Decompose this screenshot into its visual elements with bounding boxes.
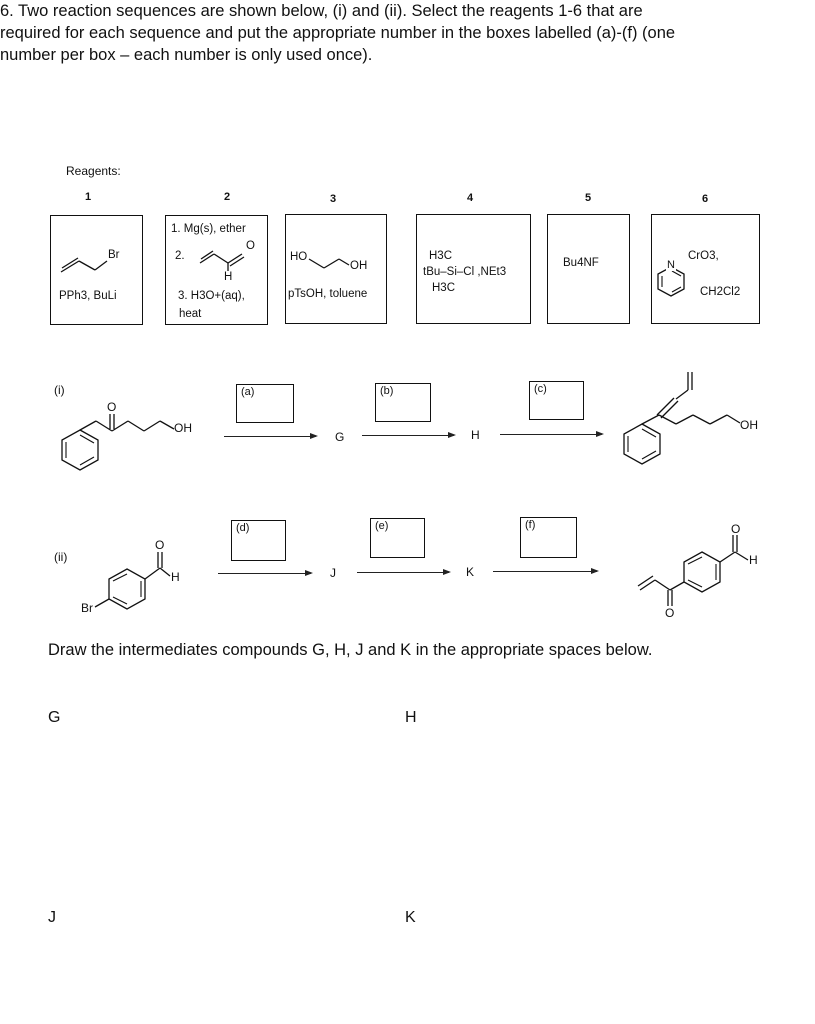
sequence-ii-label: (ii) (54, 550, 68, 564)
methyl-bottom: H3C (432, 282, 456, 294)
reagent-5-label: Bu4NF (563, 257, 599, 269)
reagent-number-4: 4 (467, 192, 474, 204)
question-line-1: 6. Two reaction sequences are shown below, (i) and (ii). Select the reagents 1-6 that are (0, 2, 643, 20)
seq-ii-bromine: Br (81, 601, 93, 615)
answer-box-c-label: (c) (534, 383, 547, 395)
draw-area-h-label: H (405, 709, 417, 726)
reagent-1-conditions: PPh3, BuLi (59, 290, 117, 302)
draw-area-g-label: G (48, 709, 61, 726)
reagent-number-6: 6 (702, 193, 709, 205)
reagent-number-1: 1 (85, 191, 92, 203)
reagent-2-step-3b: heat (179, 308, 202, 320)
methyl-top: H3C (429, 250, 453, 262)
pyridine-nitrogen: N (667, 259, 675, 271)
reagent-3-conditions: pTsOH, toluene (288, 288, 368, 300)
draw-area-j-label: J (48, 909, 56, 926)
intermediate-g-label: G (335, 430, 345, 444)
seq-ii-carbonyl-oxygen: O (155, 538, 165, 552)
intermediate-k-label: K (466, 565, 475, 579)
answer-box-b-label: (b) (380, 385, 394, 397)
hydroxyl-left: HO (290, 251, 308, 263)
reagent-2-step-3: 3. H3O+(aq), (178, 290, 245, 302)
seq-ii-product-aldehyde-hydrogen: H (749, 553, 758, 567)
reagent-2-step-1: 1. Mg(s), ether (171, 223, 246, 235)
seq-ii-product-ketone-oxygen: O (665, 606, 675, 620)
reagent-6-line-2: CH2Cl2 (700, 286, 741, 298)
seq-i-product-hydroxyl: OH (740, 418, 758, 432)
reagents-heading: Reagents: (66, 164, 121, 178)
draw-instruction: Draw the intermediates compounds G, H, J and K in the appropriate spaces below. (48, 641, 653, 659)
carbonyl-oxygen: O (246, 240, 255, 252)
reagent-2-step-2: 2. (175, 250, 185, 262)
reagent-6-line-1: CrO3, (688, 250, 719, 262)
reagent-number-3: 3 (330, 193, 337, 205)
seq-ii-product-aldehyde-oxygen: O (731, 522, 741, 536)
draw-area-k-label: K (405, 909, 416, 926)
reagent-number-2: 2 (224, 191, 231, 203)
answer-box-d-label: (d) (236, 522, 250, 534)
question-line-3: number per box – each number is only used once). (0, 46, 373, 64)
hydroxyl-right: OH (350, 260, 368, 272)
sequence-i-label: (i) (54, 383, 65, 397)
seq-ii-aldehyde-hydrogen: H (171, 570, 180, 584)
intermediate-h-label: H (471, 428, 480, 442)
answer-box-a-label: (a) (241, 386, 255, 398)
bromine-atom: Br (108, 249, 120, 261)
seq-i-hydroxyl: OH (174, 421, 192, 435)
silyl-chloride: tBu–Si–Cl ,NEt3 (423, 266, 507, 278)
reagent-number-5: 5 (585, 192, 592, 204)
seq-i-carbonyl-oxygen: O (107, 400, 117, 414)
aldehyde-hydrogen: H (224, 271, 233, 283)
answer-box-f-label: (f) (525, 519, 536, 531)
question-line-2: required for each sequence and put the appropriate number in the boxes labelled (a)-(f) (one (0, 24, 676, 42)
answer-box-e-label: (e) (375, 520, 389, 532)
intermediate-j-label: J (330, 566, 336, 580)
